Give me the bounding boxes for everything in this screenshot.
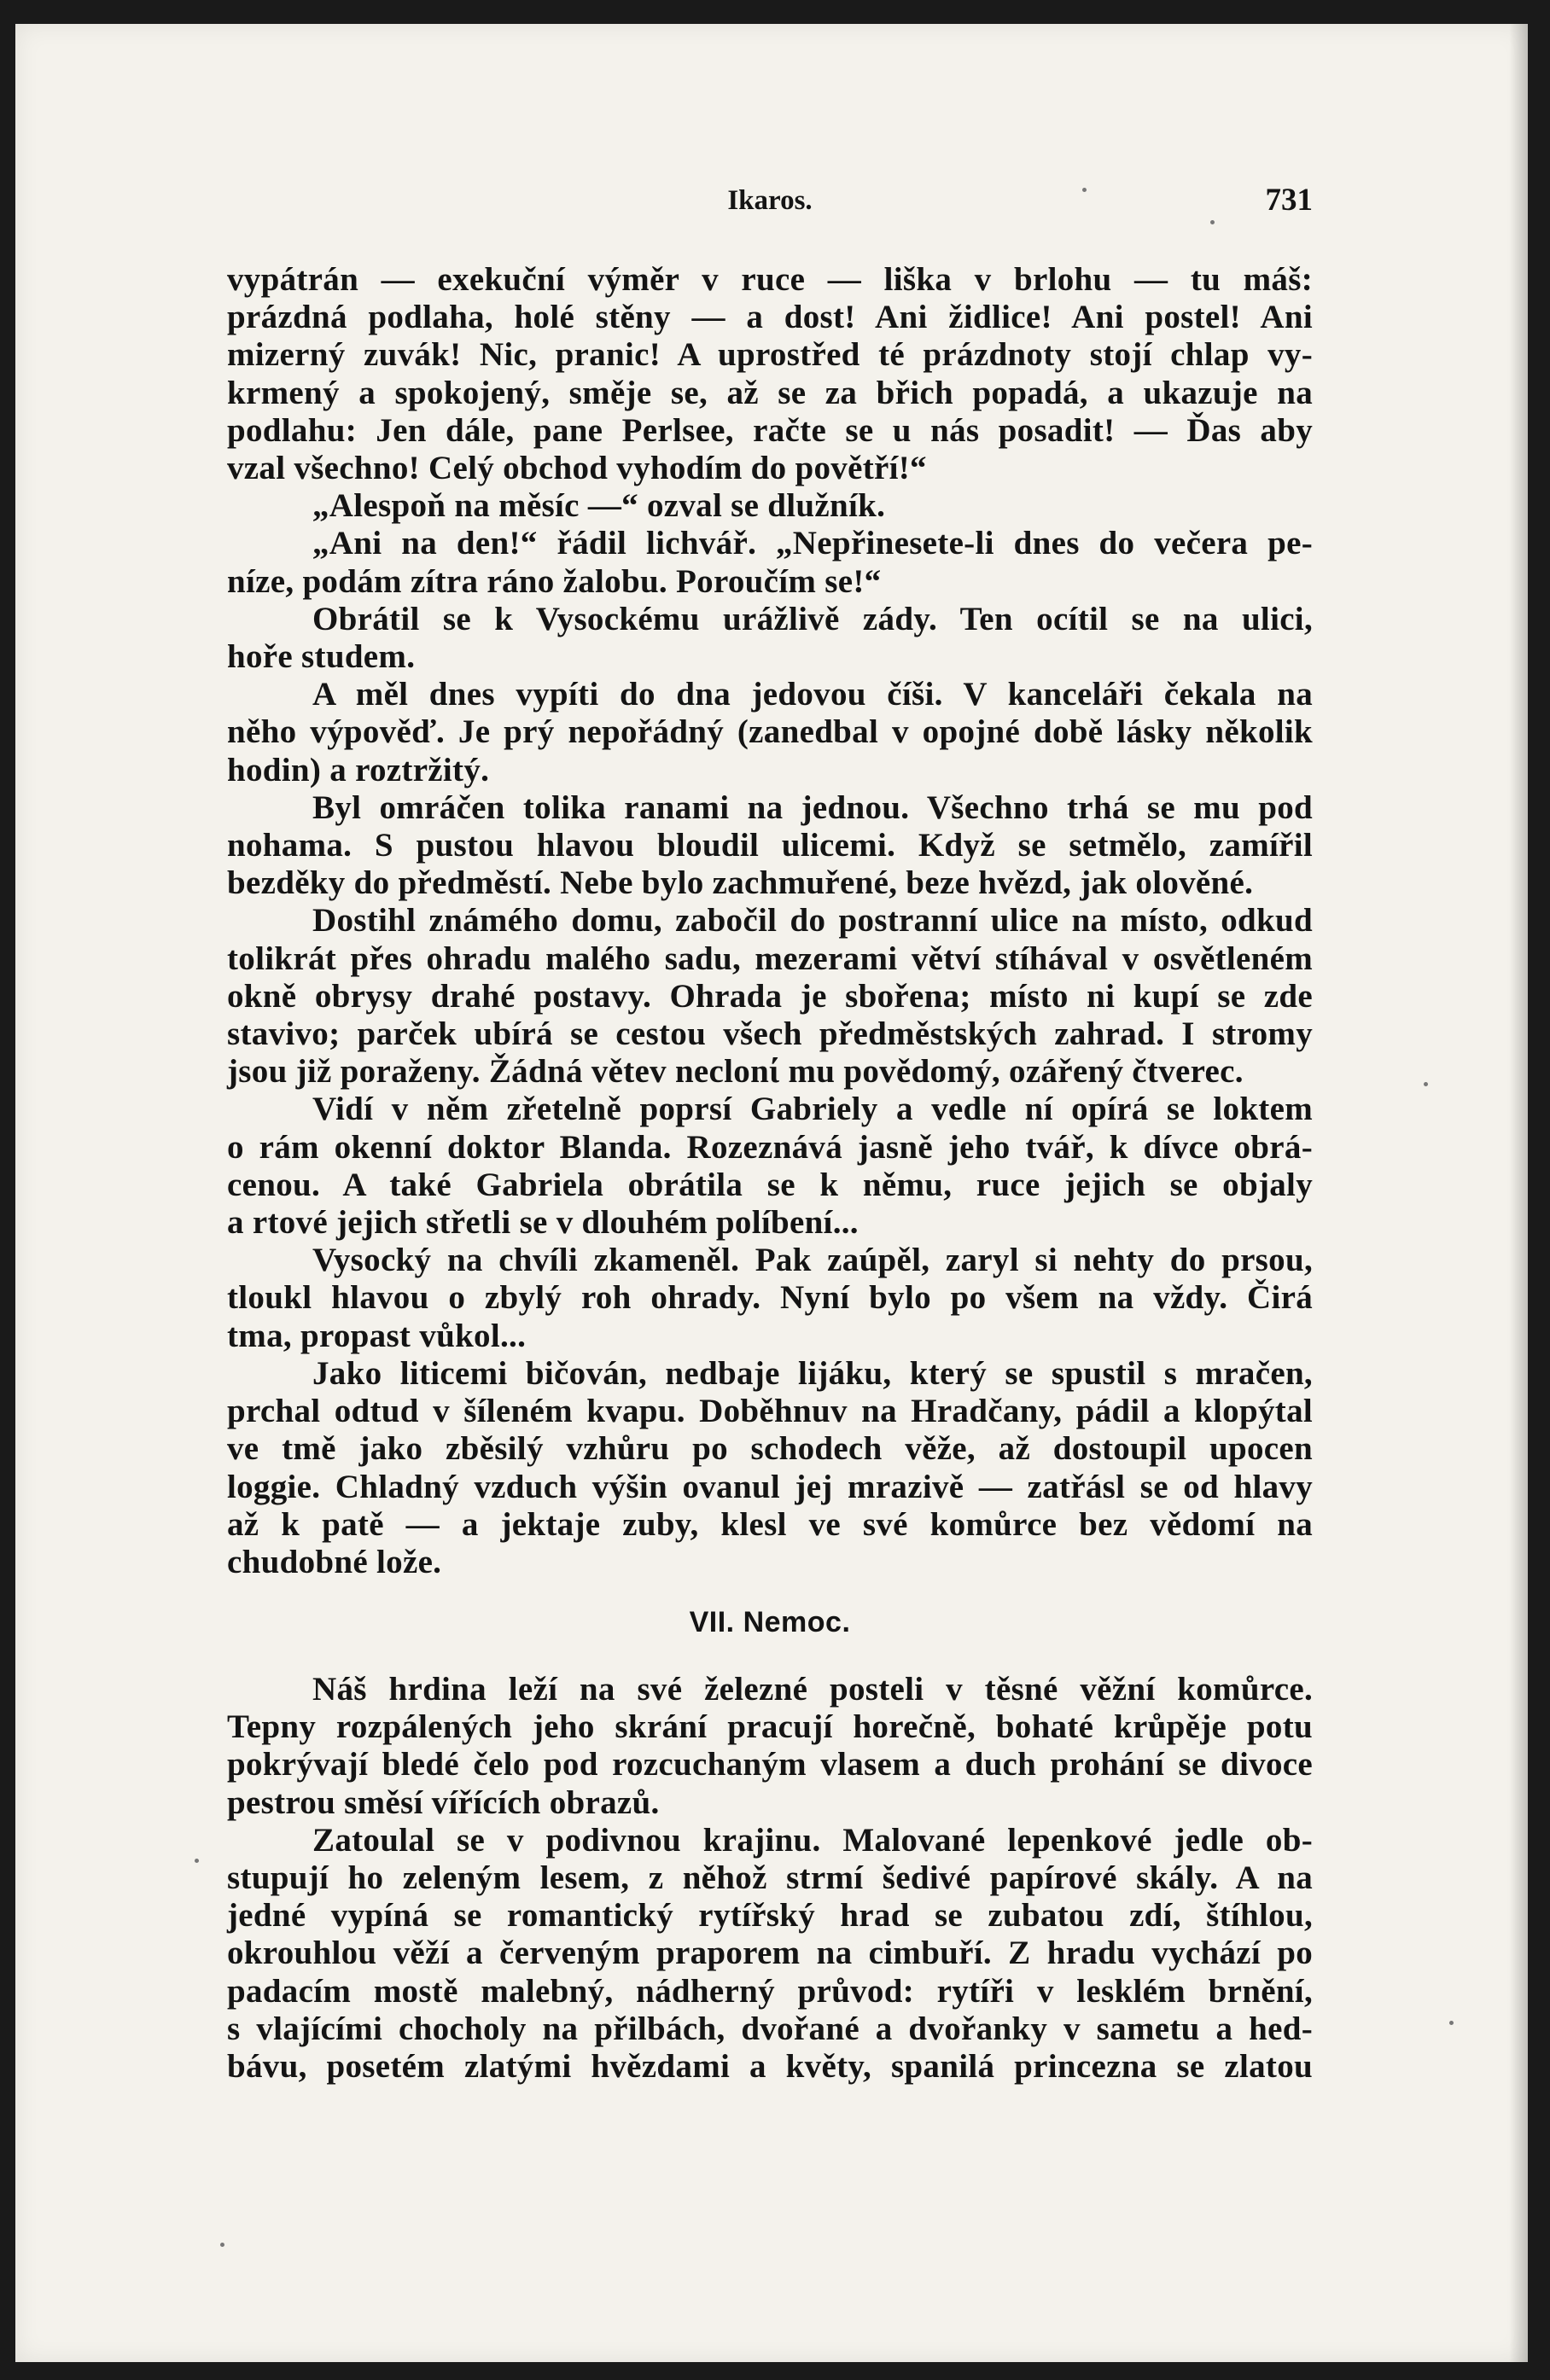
text-line: krmený a spokojený, směje se, až se za břich popadá, a ukazuje na xyxy=(227,374,1313,411)
text-line: okně obrysy drahé postavy. Ohrada je sbořena; místo ni kupí se zde xyxy=(227,977,1313,1015)
page-speck xyxy=(195,1859,199,1863)
text-line: ve tmě jako zběsilý vzhůru po schodech věže, až dostoupil upocen xyxy=(227,1430,1313,1468)
text-line: Byl omráčen tolika ranami na jednou. Všechno trhá se mu pod xyxy=(312,788,1313,826)
running-title: Ikaros. xyxy=(727,185,813,216)
text-line: nohama. S pustou hlavou bloudil ulicemi. Když se setmělo, zamířil xyxy=(227,827,1313,864)
text-line: „Alespoň na měsíc —“ ozval se dlužník. xyxy=(312,487,886,525)
running-head xyxy=(227,182,1313,219)
text-line: jedné vypíná se romantický rytířský hrad se zubatou zdí, štíhlou, xyxy=(227,1897,1313,1935)
text-line: Zatoulal se v podivnou krajinu. Malované lepenkové jedle ob- xyxy=(312,1821,1313,1859)
text-line: A měl dnes vypíti do dna jedovou číši. V kanceláři čekala na xyxy=(312,676,1313,713)
text-line: něho výpověď. Je prý nepořádný (zanedbal v opojné době lásky několik xyxy=(227,713,1313,751)
text-line: jsou již poraženy. Žádná větev neclonί mu povědomý, ozářený čtverec. xyxy=(227,1053,1244,1091)
page-edge-shadow xyxy=(1509,24,1528,2362)
text-line: stupují ho zeleným lesem, z něhož strmí šedivé papírové skály. A na xyxy=(227,1859,1313,1897)
body-text-bottom xyxy=(227,1671,1313,2086)
text-line: níze, podám zítra ráno žalobu. Poroučím se!“ xyxy=(227,562,882,600)
text-line: Tepny rozpálených jeho skrání pracují horečně, bohaté krůpěje potu xyxy=(227,1708,1313,1746)
text-line: bávu, posetém zlatými hvězdami a květy, spanilá princezna se zlatou xyxy=(227,2048,1313,2086)
text-line: vypátrán — exekuční výměr v ruce — liška v brlohu — tu máš: xyxy=(227,261,1313,298)
text-line: okrouhlou věží a červeným praporem na cimbuří. Z hradu vychází po xyxy=(227,1935,1313,1972)
text-line: padacím mostě malebný, nádherný průvod: rytíři v lesklém brnění, xyxy=(227,1972,1313,2010)
text-line: loggie. Chladný vzduch výšin ovanul jej mrazivě — zatřásl se od hlavy xyxy=(227,1468,1313,1505)
text-line: tma, propast vůkol... xyxy=(227,1317,527,1354)
chapter-heading: VII. Nemoc. xyxy=(689,1606,851,1638)
text-line: prchal odtud v šíleném kvapu. Doběhnuv na Hradčany, pádil a klopýtal xyxy=(227,1393,1313,1430)
text-line: stavivo; parček ubírá se cestou všech předměstských zahrad. I stromy xyxy=(227,1015,1313,1053)
text-line: prázdná podlaha, holé stěny — a dost! Ani židlice! Ani postel! Ani xyxy=(227,299,1313,336)
text-line: o rám okenní doktor Blanda. Rozeznává jasně jeho tvář, k dívce obrá- xyxy=(227,1128,1313,1166)
body-text-top xyxy=(227,261,1313,1581)
text-line: Jako liticemi bičován, nedbaje lijáku, který se spustil s mračen, xyxy=(312,1354,1313,1392)
text-line: pokrývají bledé čelo pod rozcuchaným vlasem a duch prohání se divoce xyxy=(227,1746,1313,1784)
text-line: tloukl hlavou o zbylý roh ohrady. Nyní bylo po všem na vždy. Čirá xyxy=(227,1279,1313,1317)
text-line: s vlajícími chocholy na přilbách, dvořané a dvořanky v sametu a hed- xyxy=(227,2010,1313,2047)
text-line: chudobné lože. xyxy=(227,1543,442,1580)
page-speck xyxy=(1210,220,1215,224)
text-line: až k patě — a jektaje zuby, klesl ve své komůrce bez vědomí na xyxy=(227,1505,1313,1543)
text-line: vzal všechno! Celý obchod vyhodím do povětří!“ xyxy=(227,450,927,487)
text-line: Dostihl známého domu, zabočil do postranní ulice na místo, odkud xyxy=(312,902,1313,940)
text-line: „Ani na den!“ řádil lichvář. „Nepřinesete-li dnes do večera pe- xyxy=(312,525,1313,562)
text-line: bezděky do předměstí. Nebe bylo zachmuřené, beze hvězd, jak olověné. xyxy=(227,864,1254,902)
text-line: hoře studem. xyxy=(227,638,416,676)
text-line: Obrátil se k Vysockému urážlivě zády. Ten ocítil se na ulici, xyxy=(312,600,1313,637)
page-speck xyxy=(220,2243,224,2247)
text-line: cenou. A také Gabriela obrátila se k němu, ruce jejich se objaly xyxy=(227,1166,1313,1203)
text-line: mizerný zuvák! Nic, pranic! A uprostřed té prázdnoty stojí chlap vy- xyxy=(227,336,1313,374)
page-number: 731 xyxy=(1265,183,1313,218)
page-speck xyxy=(1449,2021,1454,2025)
text-line: a rtové jejich střetli se v dlouhém políbení... xyxy=(227,1204,859,1242)
text-line: Náš hrdina leží na své železné posteli v těsné věžní komůrce. xyxy=(312,1671,1313,1708)
text-line: tolikrát přes ohradu malého sadu, mezerami větví stíhával v osvětleném xyxy=(227,940,1313,977)
text-line: podlahu: Jen dále, pane Perlsee, račte se u nás posadit! — Ďas aby xyxy=(227,411,1313,449)
text-line: hodin) a roztržitý. xyxy=(227,751,490,788)
text-line: pestrou směsí vířících obrazů. xyxy=(227,1784,660,1821)
page-speck xyxy=(1424,1082,1428,1086)
text-line: Vysocký na chvíli zkameněl. Pak zaúpěl, zaryl si nehty do prsou, xyxy=(312,1242,1313,1279)
text-line: Vidí v něm zřetelně poprsí Gabriely a vedle ní opírá se loktem xyxy=(312,1091,1313,1128)
